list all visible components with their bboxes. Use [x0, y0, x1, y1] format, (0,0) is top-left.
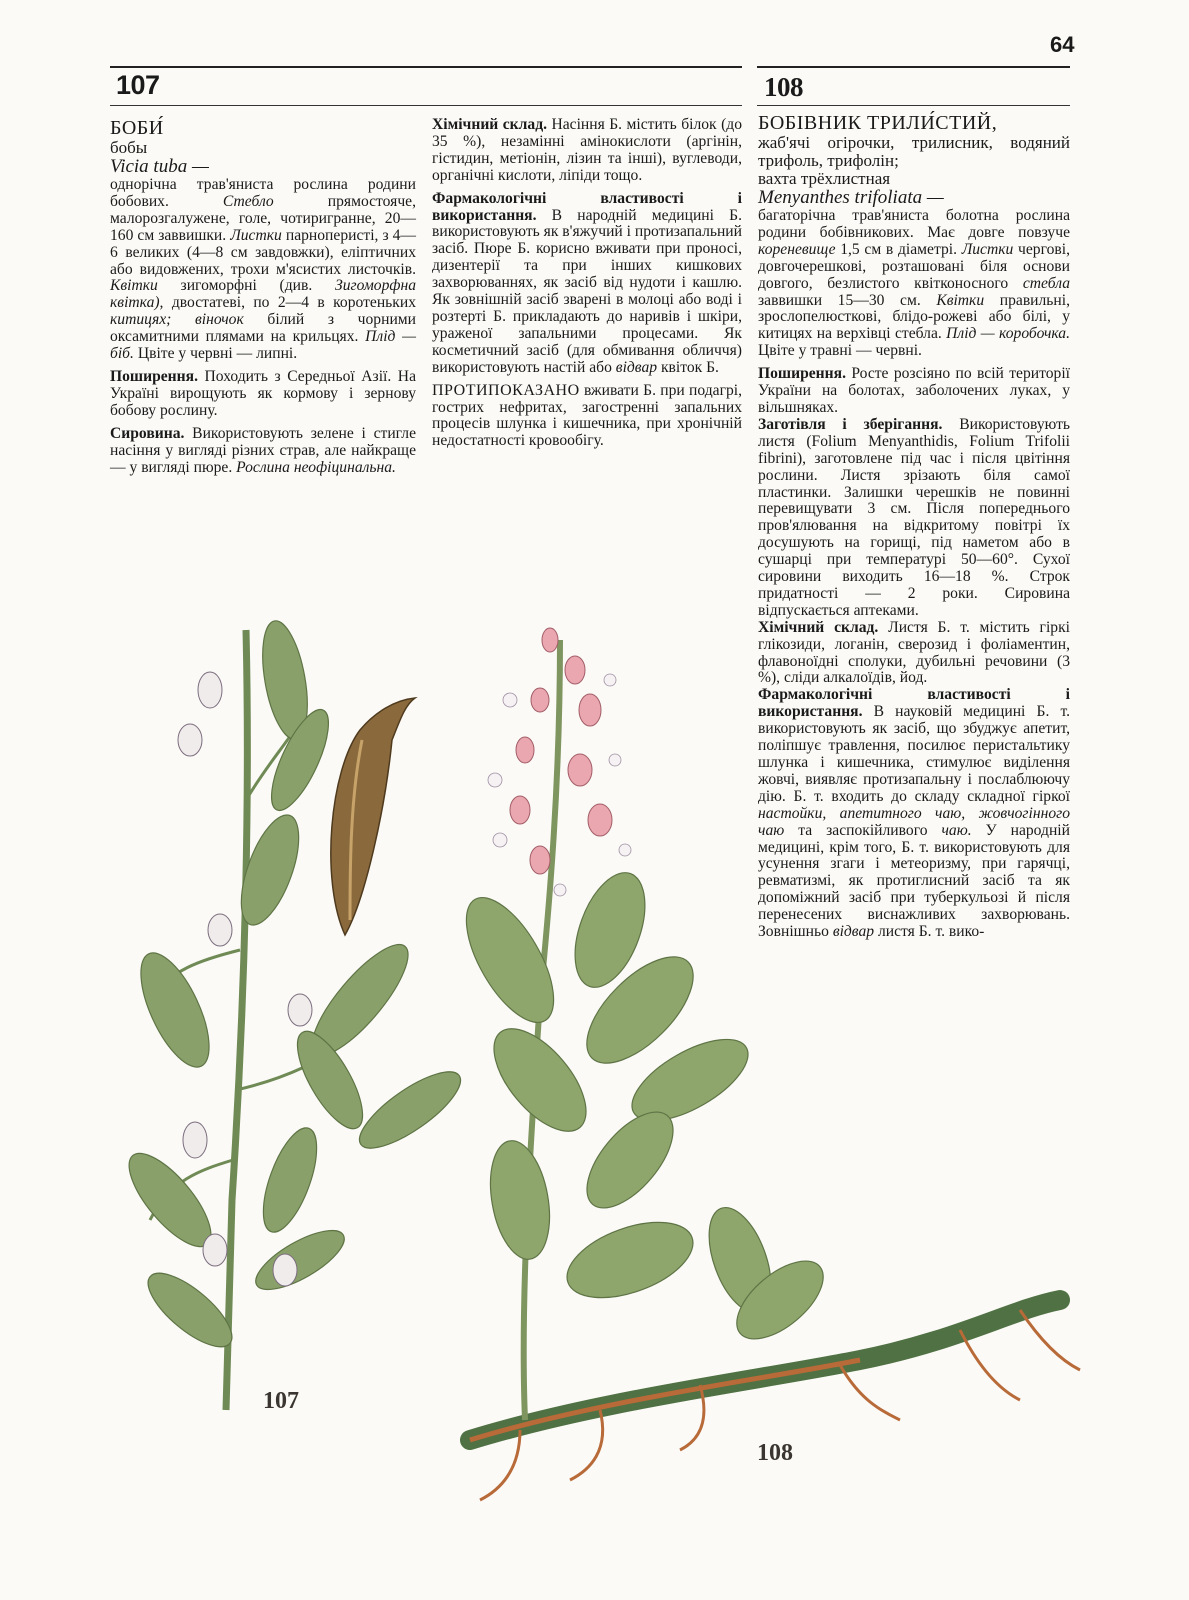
- entry-107-latin-name: Vicia tuba —: [110, 156, 209, 177]
- chemistry-heading: Хімічний склад.: [758, 618, 879, 636]
- harvest-text: Використовують листя (Folium Menyanthidis, Folium Trifolii fibrini), заготовлене під час і після цвітіння рослини. Листя зрізають біля самої пластинки. Залишки черешків не повинні перевищувати 3 см. Після попереднього пров'ялювання на відкритому повітрі їх досушують на горищі, під наметом або в сушарці при температурі 50—60°. Сухої сировини виходить 16—18 %. Строк придатності — 2 роки. Сировина відпускається аптеками.: [758, 415, 1070, 619]
- text-run: 1,5 см в діаметрі.: [835, 240, 962, 258]
- entry-number-108: 108: [764, 72, 803, 102]
- entry-107-title: БОБИ́: [110, 117, 164, 139]
- text-run: білий з чорними оксамитними плямами на крильцях.: [110, 311, 417, 346]
- distribution-heading: Поширення.: [758, 365, 846, 383]
- figure-label-108: 108: [757, 1440, 793, 1466]
- emphasis-term: Листки: [230, 226, 282, 244]
- text-run: У народній медицині, крім того, Б. т. використовують для усунення згаги і метеоризму, при гарячці, ревматизмі, як протиглисний засіб та як допоміжний засіб при туберкульозі й після перенесених виснажливих захворювань. Зовнішньо: [758, 821, 1070, 941]
- text-run: однорічна трав'яниста рослина родини бобових.: [110, 176, 416, 210]
- emphasis-term: відвар: [832, 923, 875, 941]
- emphasis-term: Плід — біб.: [110, 328, 417, 363]
- text-run: зигоморфні (див.: [157, 277, 336, 295]
- chemistry-text: Насіння Б. містить білок (до 35 %), незамінні амінокислоти (аргінін, гістидин, метіонін, лізин та інші), вуглеводи, органічні кислоти, ліпіди тощо.: [432, 116, 742, 184]
- text-run: квіток Б.: [657, 358, 719, 376]
- distribution-heading: Поширення.: [110, 367, 198, 385]
- distribution-text: Походить з Середньої Азії. На Україні вирощують як кормову і зернову бобову рослину.: [110, 367, 416, 419]
- emphasis-term: Зигоморфна квітка),: [110, 277, 416, 312]
- pharmacology-heading: Фармакологічні властивості і використання.: [432, 189, 742, 224]
- contraindication-heading: ПРОТИПОКАЗАНО: [432, 381, 580, 399]
- text-run: двостатеві, по 2—4 в коротеньких: [163, 294, 416, 312]
- emphasis-term: відвар: [615, 358, 658, 376]
- contraindication-text: вживати Б. при подагрі, гострих нефритах, загостренні запальних процесів шлунка і кишечника, при хронічній недостатності кровообігу.: [432, 381, 742, 450]
- text-run: Цвіте у травні — червні.: [758, 342, 922, 360]
- text-run: прямостояче, малорозгалужене, голе, чотиригранне, 20—160 см заввишки.: [110, 192, 416, 244]
- chemistry-text: Листя Б. т. містить гіркі глікозиди, логанін, сверозид і фоліаментин, флавоноїдні сполуки, дубильні речовини (3 %), сліди алкалоїдів, йод.: [758, 618, 1070, 687]
- emphasis-term: Стебло: [222, 192, 274, 210]
- emphasis-term: кореневище: [758, 240, 836, 258]
- emphasis-term: китицях; віночок: [110, 311, 244, 329]
- chemistry-heading: Хімічний склад.: [432, 116, 547, 133]
- emphasis-term: чаю.: [941, 821, 972, 839]
- broad-bean-illustration: [116, 617, 471, 1410]
- entry-108-russian-name: вахта трёхлистная: [758, 169, 891, 188]
- emphasis-term: Листки: [961, 240, 1014, 258]
- distribution-text: Росте розсіяно по всій території України на болотах, заболочених луках, у вільшняках.: [758, 365, 1070, 416]
- pharmacology-heading: Фармакологічні властивості і використання.: [758, 686, 1070, 721]
- page-number: 64: [1050, 32, 1075, 57]
- emphasis-term: настойки, апетитного чаю, жовчогінного чаю: [758, 804, 1070, 839]
- raw-material-text: Використовують зелене і стигле насіння у вигляді різних страв, але найкраще — у вигляді пюре.: [110, 424, 416, 476]
- figure-label-107: 107: [263, 1388, 299, 1414]
- entry-107-russian-name: бобы: [110, 138, 148, 157]
- entry-108-alternative-names: жаб'ячі огірочки, трилисник, водяний трифоль, трифолін;: [758, 133, 1070, 170]
- emphasis-term: Плід — коробочка.: [946, 325, 1070, 343]
- text-run: парноперисті, з 4—6 великих (4—8 см завдовжки), еліптичних або видовжених, трохи м'ясистих листочків.: [110, 226, 417, 278]
- emphasis-term: Квітки: [110, 277, 158, 295]
- harvest-heading: Заготівля і зберігання.: [758, 415, 943, 433]
- text-run: заввишки 15—30 см.: [758, 291, 937, 309]
- raw-material-note: Рослина неофіцинальна.: [236, 458, 396, 476]
- text-run: чергові, довгочерешкові, розташовані біля основи довгого, безлистого квітконосного: [758, 240, 1071, 292]
- raw-material-heading: Сировина.: [110, 424, 185, 442]
- text-run: та заспокійливого: [784, 821, 942, 839]
- entry-number-107: 107: [116, 70, 160, 100]
- entry-108-title: БОБІВНИК ТРИЛИ́СТИЙ,: [758, 112, 998, 134]
- text-run: В народній медицині Б. використовують як в'яжучий і протизапальний засіб. Пюре Б. корисно вживати при проносі, дизентерії та при інших кишкових захворюваннях, як засіб від нудоти і кашлю. Як зовнішній засіб зварені в молоці або воді і розтерті Б. прикладають до наривів і шкіри, ураженої запальними процесами. Як косметичний засіб (для обмивання обличчя) використовують настій або: [432, 206, 742, 376]
- text-run: правильні, зрослопелюсткові, блідо-рожеві або білі, у китицях на верхівці стебла.: [758, 291, 1070, 343]
- text-run: Цвіте у червні — липні.: [133, 345, 298, 363]
- emphasis-term: стебла: [1022, 274, 1070, 292]
- entry-108-latin-name: Menyanthes trifoliata —: [758, 187, 944, 208]
- emphasis-term: Квітки: [936, 291, 985, 309]
- text-run: листя Б. т. вико-: [874, 923, 985, 941]
- bogbean-illustration: [449, 628, 1080, 1500]
- text-run: В науковій медицині Б. т. використовують як засіб, що збуджує апетит, поліпшує травлення, посилює перистальтику шлунка і кишечника, стимулює виділення жовчі, виявляє протизапальну і послаблюючу дію. Б. т. входить до складу складної гіркої: [758, 703, 1071, 805]
- text-run: багаторічна трав'яниста болотна рослина родини бобівникових. Має довге повзуче: [758, 207, 1070, 241]
